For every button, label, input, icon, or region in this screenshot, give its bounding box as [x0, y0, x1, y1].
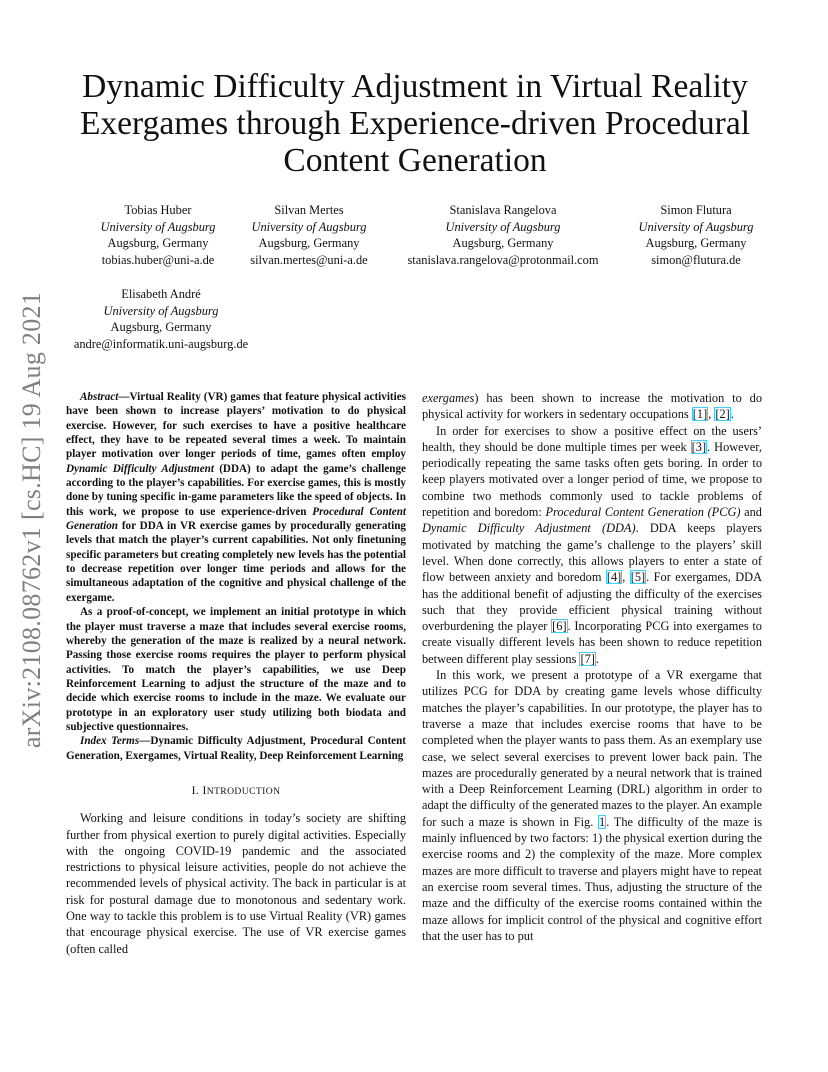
abstract-label: Abstract	[80, 391, 119, 403]
author-block	[241, 202, 377, 268]
body-paragraph: In this work, we present a prototype of a VR exergame that utilizes PCG for DDA by creating game levels whose difficulty matches the player’s capabilities. In our prototype, the player has to traverse a maze that includes exercise rooms that have to be completed when the player wants to pass them. As an exemplary use case, we select several exercises to prevent lower back pain. The mazes are procedurally generated by a neural network that is trained with a Deep Reinforcement Learning (DRL) algorithm in order to adapt the difficulty of the generated mazes to the player. An example for such a maze is shown in Fig. 1. The difficulty of the maze is mainly influenced by two factors: 1) the physical exertion during the exercise rooms and 2) the complexity of the maze. More complex mazes are more difficult to traverse and players might have to repeat an exercise room several times. Thus, adjusting the structure of the maze and the difficulty of the exercise rooms contained within the maze allows for implicit control of the physical and cognitive effort that the user has to put	[422, 668, 762, 943]
author-affiliation: University of Augsburg	[251, 219, 367, 234]
citation-link[interactable]: [3]	[691, 439, 707, 454]
author-affiliation: University of Augsburg	[103, 303, 219, 318]
abstract	[66, 390, 406, 763]
author-name: Silvan Mertes	[274, 203, 344, 217]
author-location: Augsburg, Germany	[110, 320, 212, 334]
author-email: andre@informatik.uni-augsburg.de	[73, 336, 249, 351]
author-block	[397, 202, 609, 268]
author-location: Augsburg, Germany	[452, 236, 554, 250]
body-paragraph: Working and leisure conditions in today’s society are shifting further from physical exertion to purely digital activities. Especially with the ongoing COVID-19 pandemic and the associated restrictions to physical leisure activities, people do not achieve the recommended levels of physical activity. The back in particular is at risk for postural damage due to monotonous and sedentary work. One way to tackle this problem is to use Virtual Reality (VR) games that encourage physical exercise. The use of VR exercise games (often called	[66, 811, 406, 956]
author-email: simon@flutura.de	[651, 252, 741, 267]
index-terms: Index Terms—Dynamic Difficulty Adjustment, Procedural Content Generation, Exergames, Virtual Reality, Deep Reinforcement Learning	[66, 735, 407, 762]
section-heading-introduction: I. INTRODUCTION	[191, 783, 281, 797]
author-affiliation: University of Augsburg	[638, 219, 754, 234]
author-name: Stanislava Rangelova	[449, 203, 557, 217]
arxiv-identifier-stamp: arXiv:2108.08762v1 [cs.HC] 19 Aug 2021	[17, 291, 46, 749]
author-block	[624, 202, 768, 268]
index-terms-label: Index Terms	[80, 735, 140, 748]
author-email: stanislava.rangelova@protonmail.com	[407, 252, 599, 267]
citation-link[interactable]: [2]	[715, 407, 730, 422]
author-location: Augsburg, Germany	[258, 236, 360, 250]
left-column	[66, 390, 406, 957]
author-affiliation: University of Augsburg	[445, 219, 561, 234]
author-location: Augsburg, Germany	[107, 236, 209, 250]
author-email: silvan.mertes@uni-a.de	[250, 252, 368, 267]
citation-link[interactable]: [5]	[630, 570, 646, 585]
author-location: Augsburg, Germany	[645, 236, 747, 250]
citation-link[interactable]: [7]	[580, 651, 595, 666]
author-block	[60, 286, 262, 352]
author-name: Elisabeth André	[121, 287, 201, 301]
author-affiliation: University of Augsburg	[100, 219, 216, 234]
body-paragraph: exergames) has been shown to increase the motivation to do physical activity for workers in sedentary occupations [1], [2].	[422, 391, 762, 422]
abstract-paragraph: Abstract—Virtual Reality (VR) games that feature physical activities have been shown to increase players’ motivation to do physical exercise. However, for such exercises to have a positive healthcare effect, they have to be repeated several times a week. To maintain player motivation over longer periods of time, games often employ Dynamic Difficulty Adjustment (DDA) to adapt the game’s challenge according to the player’s capabilities. For exercise games, this is mostly done by tuning specific in-game parameters like the speed of objects. In this work, we propose to use experience-driven Procedural Content Generation for DDA in VR exercise games by procedurally generating levels that match the player’s current capabilities. Not only finetuning specific parameters but creating completely new levels has the potential to decrease repetition over longer time periods and allows for the simultaneous adaptation of the cognitive and physical challenge of the exergame.	[66, 391, 406, 604]
figure-reference-link[interactable]: 1	[599, 814, 606, 829]
citation-link[interactable]: [4]	[606, 570, 622, 585]
author-block	[88, 202, 228, 268]
author-name: Simon Flutura	[660, 203, 732, 217]
author-email: tobias.huber@uni-a.de	[101, 252, 215, 267]
body-paragraph: In order for exercises to show a positive effect on the users’ health, they should be done multiple times per week [3]. However, periodically repeating the same tasks often gets boring. In order to keep players motivated over a longer period of time, we propose to combine two methods commonly used to tackle problems of repetition and boredom: Procedural Content Generation (PCG) and Dynamic Difficulty Adjustment (DDA). DDA keeps players motivated by matching the game’s challenge to the players’ skill level. When done correctly, this allows players to enter a state of flow between anxiety and boredom [4], [5]. For exergames, DDA has the additional benefit of adjusting the difficulty of the exercises such that they provide efficient physical training without overburdening the player [6]. Incorporating PCG into exergames to create visually different levels has been shown to reduce repetition between different play sessions [7].	[422, 423, 763, 666]
author-name: Tobias Huber	[124, 203, 192, 217]
right-column	[422, 390, 762, 944]
citation-link[interactable]: [1]	[692, 407, 708, 422]
abstract-paragraph: As a proof-of-concept, we implement an initial prototype in which the player must traverse a maze that includes several exercise rooms, whereby the generation of the maze is realized by a neural network. Passing those exercise rooms requires the player to perform physical activities. To match the player’s capabilities, we use Deep Reinforcement Learning to adjust the structure of the maze and to decide which exercise rooms to include in the maze. We evaluate our prototype in an exploratory user study utilizing both biodata and subjective questionnaires.	[66, 606, 406, 733]
paper-title: Dynamic Difficulty Adjustment in Virtual Reality Exergames through Experience-driven Procedural Content Generation	[79, 68, 751, 179]
citation-link[interactable]: [6]	[552, 619, 567, 634]
